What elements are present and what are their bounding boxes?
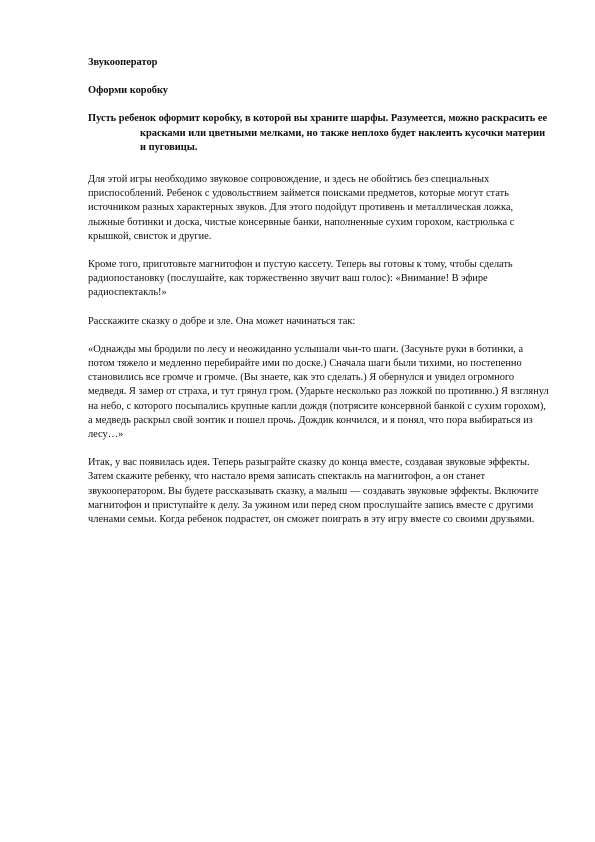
body-paragraph-1: Для этой игры необходимо звуковое сопровождение, и здесь не обойтись без специальных приспособлений. Ребенок с удовольствием займется поисками предметов, которые могут стать источником разных характерных звуков. Для этого подойдут противень и металлическая ложка, лыжные ботинки и доска, чистые консервные банки, наполненные сухим горохом, кастрюлька с крышкой, свисток и другие. (88, 174, 515, 242)
body-paragraph-4: «Однажды мы бродили по лесу и неожиданно услышали чьи-то шаги. (Засуньте руки в ботинки, а потом тяжело и медленно перебирайте ими по доске.) Сначала шаги были тихими, но постепенно становились все громче и громче. (Вы знаете, как это сделать.) Я обернулся и увидел огромного медведя. Я замер от страха, и тут грянул гром. (Ударьте несколько раз ложкой по противню.) Я взглянул на небо, с которого посыпались крупные капли дождя (потрясите консервной банкой с сухим горохом), а медведь раскрыл свой зонтик и пошел прочь. Дождик кончился, и я понял, что пора выбираться из лесу…» (88, 343, 549, 441)
body-paragraph-3: Расскажите сказку о добре и зле. Она может начинаться так: (88, 315, 356, 327)
body-paragraph-5: Итак, у вас появилась идея. Теперь разыграйте сказку до конца вместе, создавая звуковые эффекты. Затем скажите ребенку, что настало время записать спектакль на магнитофон, а он станет звукооператором. Вы будете рассказывать сказку, а малыш — создавать звуковые эффекты. Включите магнитофон и приступайте к делу. За ужином или перед сном прослушайте запись вместе с другими членами семьи. Когда ребенок подрастет, он сможет поиграть в эту игру вместе со своими друзьями. (88, 457, 539, 526)
document-title: Звукооператор (88, 57, 158, 68)
document-content (88, 56, 551, 541)
body-paragraph-2: Кроме того, приготовьте магнитофон и пустую кассету. Теперь вы готовы к тому, чтобы сделать радиопостановку (послушайте, как торжественно звучит ваш голос): «Внимание! В эфире радиоспектакль!» (88, 259, 513, 299)
document-subtitle: Оформи коробку (88, 85, 168, 97)
intro-paragraph: Пусть ребенок оформит коробку, в которой вы храните шарфы. Разумеется, можно раскрасить ее красками или цветными мелками, но также неплохо будет наклеить кусочки материи и пуговицы. (88, 113, 548, 153)
